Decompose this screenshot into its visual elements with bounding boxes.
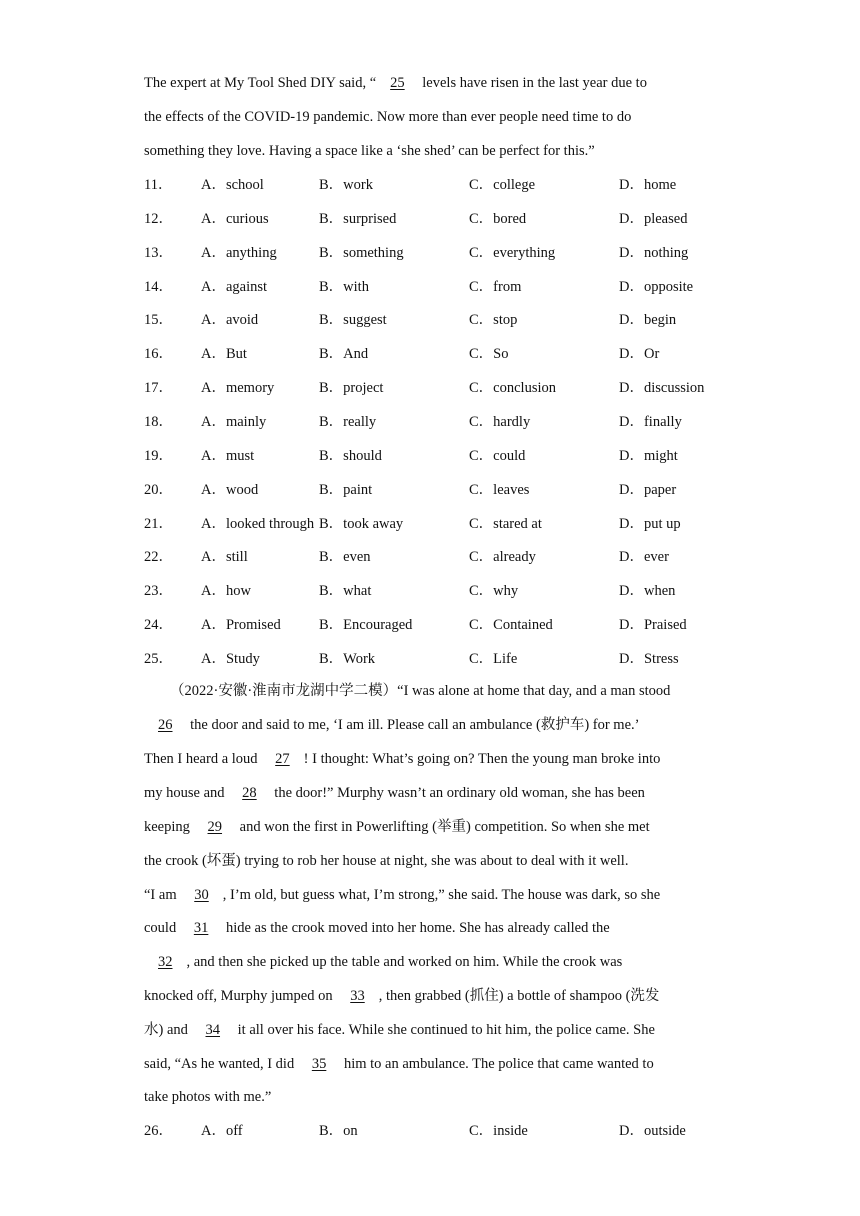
question-number: 16．	[144, 346, 173, 362]
option-c: C．everything	[469, 245, 556, 261]
option-c: C．inside	[469, 1123, 528, 1139]
question-number: 21．	[144, 516, 173, 532]
option-b: B．took away	[319, 516, 404, 532]
question-number: 19．	[144, 448, 173, 464]
blank-34: 34	[205, 1022, 221, 1038]
option-d: D．Or	[619, 346, 660, 362]
question-number: 22．	[144, 549, 173, 565]
option-a: A．wood	[201, 482, 259, 498]
option-c: C．bored	[469, 211, 527, 227]
passage-line: Then I heard a loud 27 ! I thought: What’s going on? Then the young man broke into	[144, 751, 661, 767]
option-c: C．college	[469, 177, 536, 193]
option-b: B．Encouraged	[319, 617, 413, 633]
question-number: 12．	[144, 211, 173, 227]
option-b: B．even	[319, 549, 371, 565]
option-c: C．So	[469, 346, 509, 362]
option-b: B．And	[319, 346, 369, 362]
blank-32: 32	[158, 954, 173, 970]
option-c: C．why	[469, 583, 519, 599]
passage-line: said, “As he wanted, I did 35 him to an ambulance. The police that came wanted to	[144, 1056, 654, 1072]
option-a: A．Promised	[201, 617, 281, 633]
option-a: A．But	[201, 346, 247, 362]
blank-28: 28	[242, 785, 257, 801]
passage-line: （2022·安徽·淮南市龙湖中学二模）“I was alone at home that day, and a man stood	[170, 683, 671, 699]
option-a: A．still	[201, 549, 248, 565]
option-d: D．begin	[619, 312, 677, 328]
option-c: C．could	[469, 448, 526, 464]
option-d: D．Praised	[619, 617, 687, 633]
option-b: B．suggest	[319, 312, 387, 328]
option-c: C．from	[469, 279, 522, 295]
option-a: A．how	[201, 583, 251, 599]
option-a: A．avoid	[201, 312, 259, 328]
option-c: C．stop	[469, 312, 518, 328]
question-number: 15．	[144, 312, 173, 328]
option-d: D．pleased	[619, 211, 688, 227]
option-a: A．anything	[201, 245, 277, 261]
question-number: 13．	[144, 245, 173, 261]
question-number: 11．	[144, 177, 173, 193]
passage-line: could 31 hide as the crook moved into her home. She has already called the	[144, 920, 610, 936]
passage-line: 26 the door and said to me, ‘I am ill. Please call an ambulance (救护车) for me.’	[144, 715, 639, 735]
option-a: A．Study	[201, 651, 260, 667]
option-a: A．school	[201, 177, 264, 193]
option-d: D．Stress	[619, 651, 679, 667]
passage-line: something they love. Having a space like a ‘she shed’ can be perfect for this.”	[144, 143, 595, 159]
blank-25: 25	[390, 75, 405, 91]
option-b: B．paint	[319, 482, 373, 498]
option-c: C．conclusion	[469, 380, 556, 396]
question-number: 25．	[144, 651, 173, 667]
option-c: C．already	[469, 549, 536, 565]
option-b: B．something	[319, 245, 404, 261]
option-b: B．project	[319, 380, 384, 396]
option-d: D．finally	[619, 414, 682, 430]
option-a: A．memory	[201, 380, 275, 396]
passage-line: knocked off, Murphy jumped on 33 , then grabbed (抓住) a bottle of shampoo (洗发	[144, 988, 660, 1004]
option-c: C．stared at	[469, 516, 542, 532]
option-a: A．must	[201, 448, 255, 464]
blank-35: 35	[311, 1056, 327, 1072]
option-b: B．really	[319, 414, 377, 430]
option-c: C．Life	[469, 651, 518, 667]
passage-line: the effects of the COVID-19 pandemic. Now more than ever people need time to do	[144, 109, 632, 125]
passage-line: keeping 29 and won the first in Powerlifting (举重) competition. So when she met	[144, 819, 650, 835]
blank-31: 31	[193, 920, 209, 936]
option-a: A．off	[201, 1123, 243, 1139]
option-b: B．what	[319, 583, 372, 599]
option-c: C．Contained	[469, 617, 553, 633]
blank-29: 29	[207, 819, 223, 835]
question-number: 26．	[144, 1123, 173, 1139]
blank-33: 33	[350, 988, 365, 1004]
question-number: 18．	[144, 414, 173, 430]
question-number: 14．	[144, 279, 173, 295]
option-b: B．work	[319, 177, 373, 193]
question-number: 17．	[144, 380, 173, 396]
option-b: B．on	[319, 1123, 358, 1139]
passage-line: my house and 28 the door!” Murphy wasn’t an ordinary old woman, she has been	[144, 785, 645, 801]
option-d: D．ever	[619, 549, 669, 565]
option-d: D．might	[619, 448, 678, 464]
question-number: 24．	[144, 617, 173, 633]
option-d: D．discussion	[619, 380, 705, 396]
option-d: D．home	[619, 177, 677, 193]
option-a: A．curious	[201, 211, 269, 227]
blank-30: 30	[194, 887, 209, 903]
option-b: B．should	[319, 448, 382, 464]
question-number: 20．	[144, 482, 173, 498]
option-d: D．nothing	[619, 245, 689, 261]
passage-line: 32 , and then she picked up the table and worked on him. While the crook was	[144, 952, 622, 972]
option-d: D．outside	[619, 1123, 686, 1139]
passage-line: take photos with me.”	[144, 1089, 272, 1105]
option-d: D．put up	[619, 516, 681, 532]
option-a: A．mainly	[201, 414, 267, 430]
option-b: B．with	[319, 279, 369, 295]
option-d: D．paper	[619, 482, 677, 498]
option-a: A．looked through	[201, 516, 315, 532]
option-d: D．when	[619, 583, 676, 599]
passage-line: The expert at My Tool Shed DIY said, “ 25 levels have risen in the last year due to	[144, 75, 647, 91]
blank-26: 26	[158, 717, 173, 733]
passage-line: “I am 30 , I’m old, but guess what, I’m strong,” she said. The house was dark, so she	[144, 887, 661, 903]
blank-27: 27	[275, 751, 290, 767]
option-a: A．against	[201, 279, 268, 295]
option-b: B．Work	[319, 651, 376, 667]
option-d: D．opposite	[619, 279, 694, 295]
passage-line: the crook (坏蛋) trying to rob her house at night, she was about to deal with it well.	[144, 853, 629, 869]
option-c: C．hardly	[469, 414, 531, 430]
option-b: B．surprised	[319, 211, 397, 227]
passage-line: 水) and 34 it all over his face. While she continued to hit him, the police came. She	[144, 1022, 655, 1038]
question-number: 23．	[144, 583, 173, 599]
option-c: C．leaves	[469, 482, 530, 498]
